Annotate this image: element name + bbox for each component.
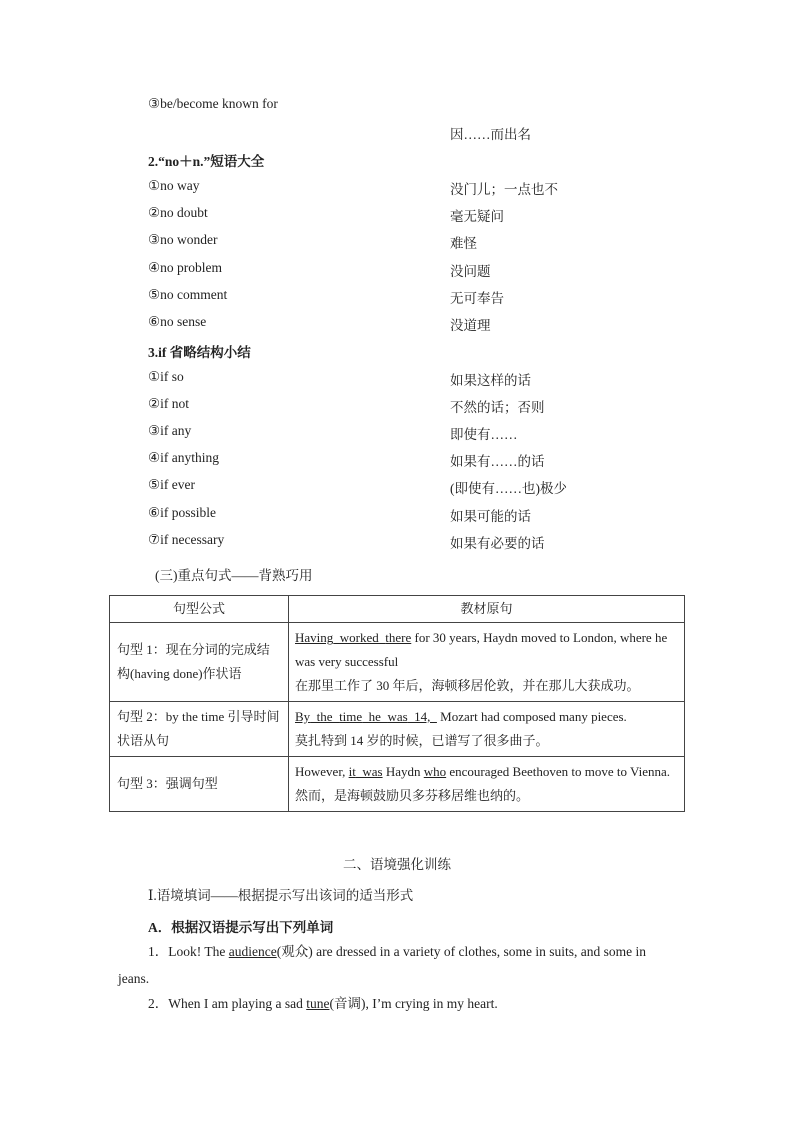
example-english: Having worked there for 30 years, Haydn moved to London, where he was very successful	[295, 630, 668, 669]
no-item-cn: 无可奉告	[450, 291, 504, 306]
no-item: ③no wonder	[148, 232, 218, 247]
answer-blank: tune	[306, 996, 330, 1011]
table-row	[110, 702, 685, 757]
table-row	[110, 623, 685, 702]
no-item: ⑤no comment	[148, 287, 228, 302]
no-item-cn: 没道理	[450, 318, 491, 333]
no-item-cn: 没问题	[450, 264, 491, 279]
section-two-title: 二、语境强化训练	[343, 857, 451, 872]
pattern-formula: 句型 3：强调句型	[110, 757, 289, 812]
example-chinese: 莫扎特到 14 岁的时候，已谱写了很多曲子。	[295, 733, 549, 748]
no-item: ④no problem	[148, 260, 222, 275]
if-item-cn: (即使有……也)极少	[450, 481, 567, 496]
pattern-example	[289, 702, 685, 757]
partA-heading: A．根据汉语提示写出下列单词	[148, 920, 334, 935]
pattern-example	[289, 757, 685, 812]
no-item: ②no doubt	[148, 205, 208, 220]
if-item-cn: 如果有……的话	[450, 454, 545, 469]
table-header-row	[110, 596, 685, 623]
no-item-cn: 难怪	[450, 236, 477, 251]
item-known-for-cn: 因……而出名	[450, 127, 531, 142]
no-section-title: 2.“no＋n.”短语大全	[148, 154, 265, 169]
example-english: By the time he was 14, Mozart had composed many pieces.	[295, 709, 627, 724]
pattern-formula: 句型 1：现在分词的完成结构(having done)作状语	[110, 623, 289, 702]
column-header: 句型公式	[110, 596, 289, 623]
sentence-pattern-table	[109, 595, 685, 812]
question-1: 1．Look! The audience(观众) are dressed in a variety of clothes, some in suits, and some in jeans.	[118, 944, 647, 986]
no-item-cn: 没门儿；一点也不	[450, 182, 558, 197]
example-chinese: 然而，是海顿鼓励贝多芬移居维也纳的。	[295, 788, 530, 803]
table-row	[110, 757, 685, 812]
if-item: ④if anything	[148, 450, 219, 465]
part1-heading: Ⅰ.语境填词——根据提示写出该词的适当形式	[148, 888, 414, 903]
example-english: However, it was Haydn who encouraged Beethoven to move to Vienna.	[295, 764, 671, 779]
column-header: 教材原句	[289, 596, 685, 623]
answer-blank: audience	[228, 944, 277, 959]
if-item: ⑥if possible	[148, 505, 216, 520]
if-item-cn: 不然的话；否则	[450, 400, 545, 415]
item-known-for: ③be/become known for	[148, 96, 278, 111]
question-2: 2．When I am playing a sad tune(音调), I’m crying in my heart.	[148, 996, 498, 1011]
no-item: ⑥no sense	[148, 314, 207, 329]
if-item: ⑦if necessary	[148, 532, 225, 547]
if-item: ②if not	[148, 396, 189, 411]
no-item: ①no way	[148, 178, 200, 193]
if-item-cn: 如果这样的话	[450, 373, 531, 388]
if-section-title: 3.if 省略结构小结	[148, 345, 251, 360]
if-item: ③if any	[148, 423, 192, 438]
if-item-cn: 如果有必要的话	[450, 536, 545, 551]
example-chinese: 在那里工作了 30 年后，海顿移居伦敦，并在那儿大获成功。	[295, 678, 640, 693]
if-item-cn: 如果可能的话	[450, 509, 531, 524]
if-item-cn: 即使有……	[450, 427, 518, 442]
pattern-formula: 句型 2：by the time 引导时间状语从句	[110, 702, 289, 757]
pattern-example	[289, 623, 685, 702]
patterns-heading: (三)重点句式——背熟巧用	[155, 568, 313, 583]
if-item: ⑤if ever	[148, 477, 195, 492]
if-item: ①if so	[148, 369, 184, 384]
no-item-cn: 毫无疑问	[450, 209, 504, 224]
